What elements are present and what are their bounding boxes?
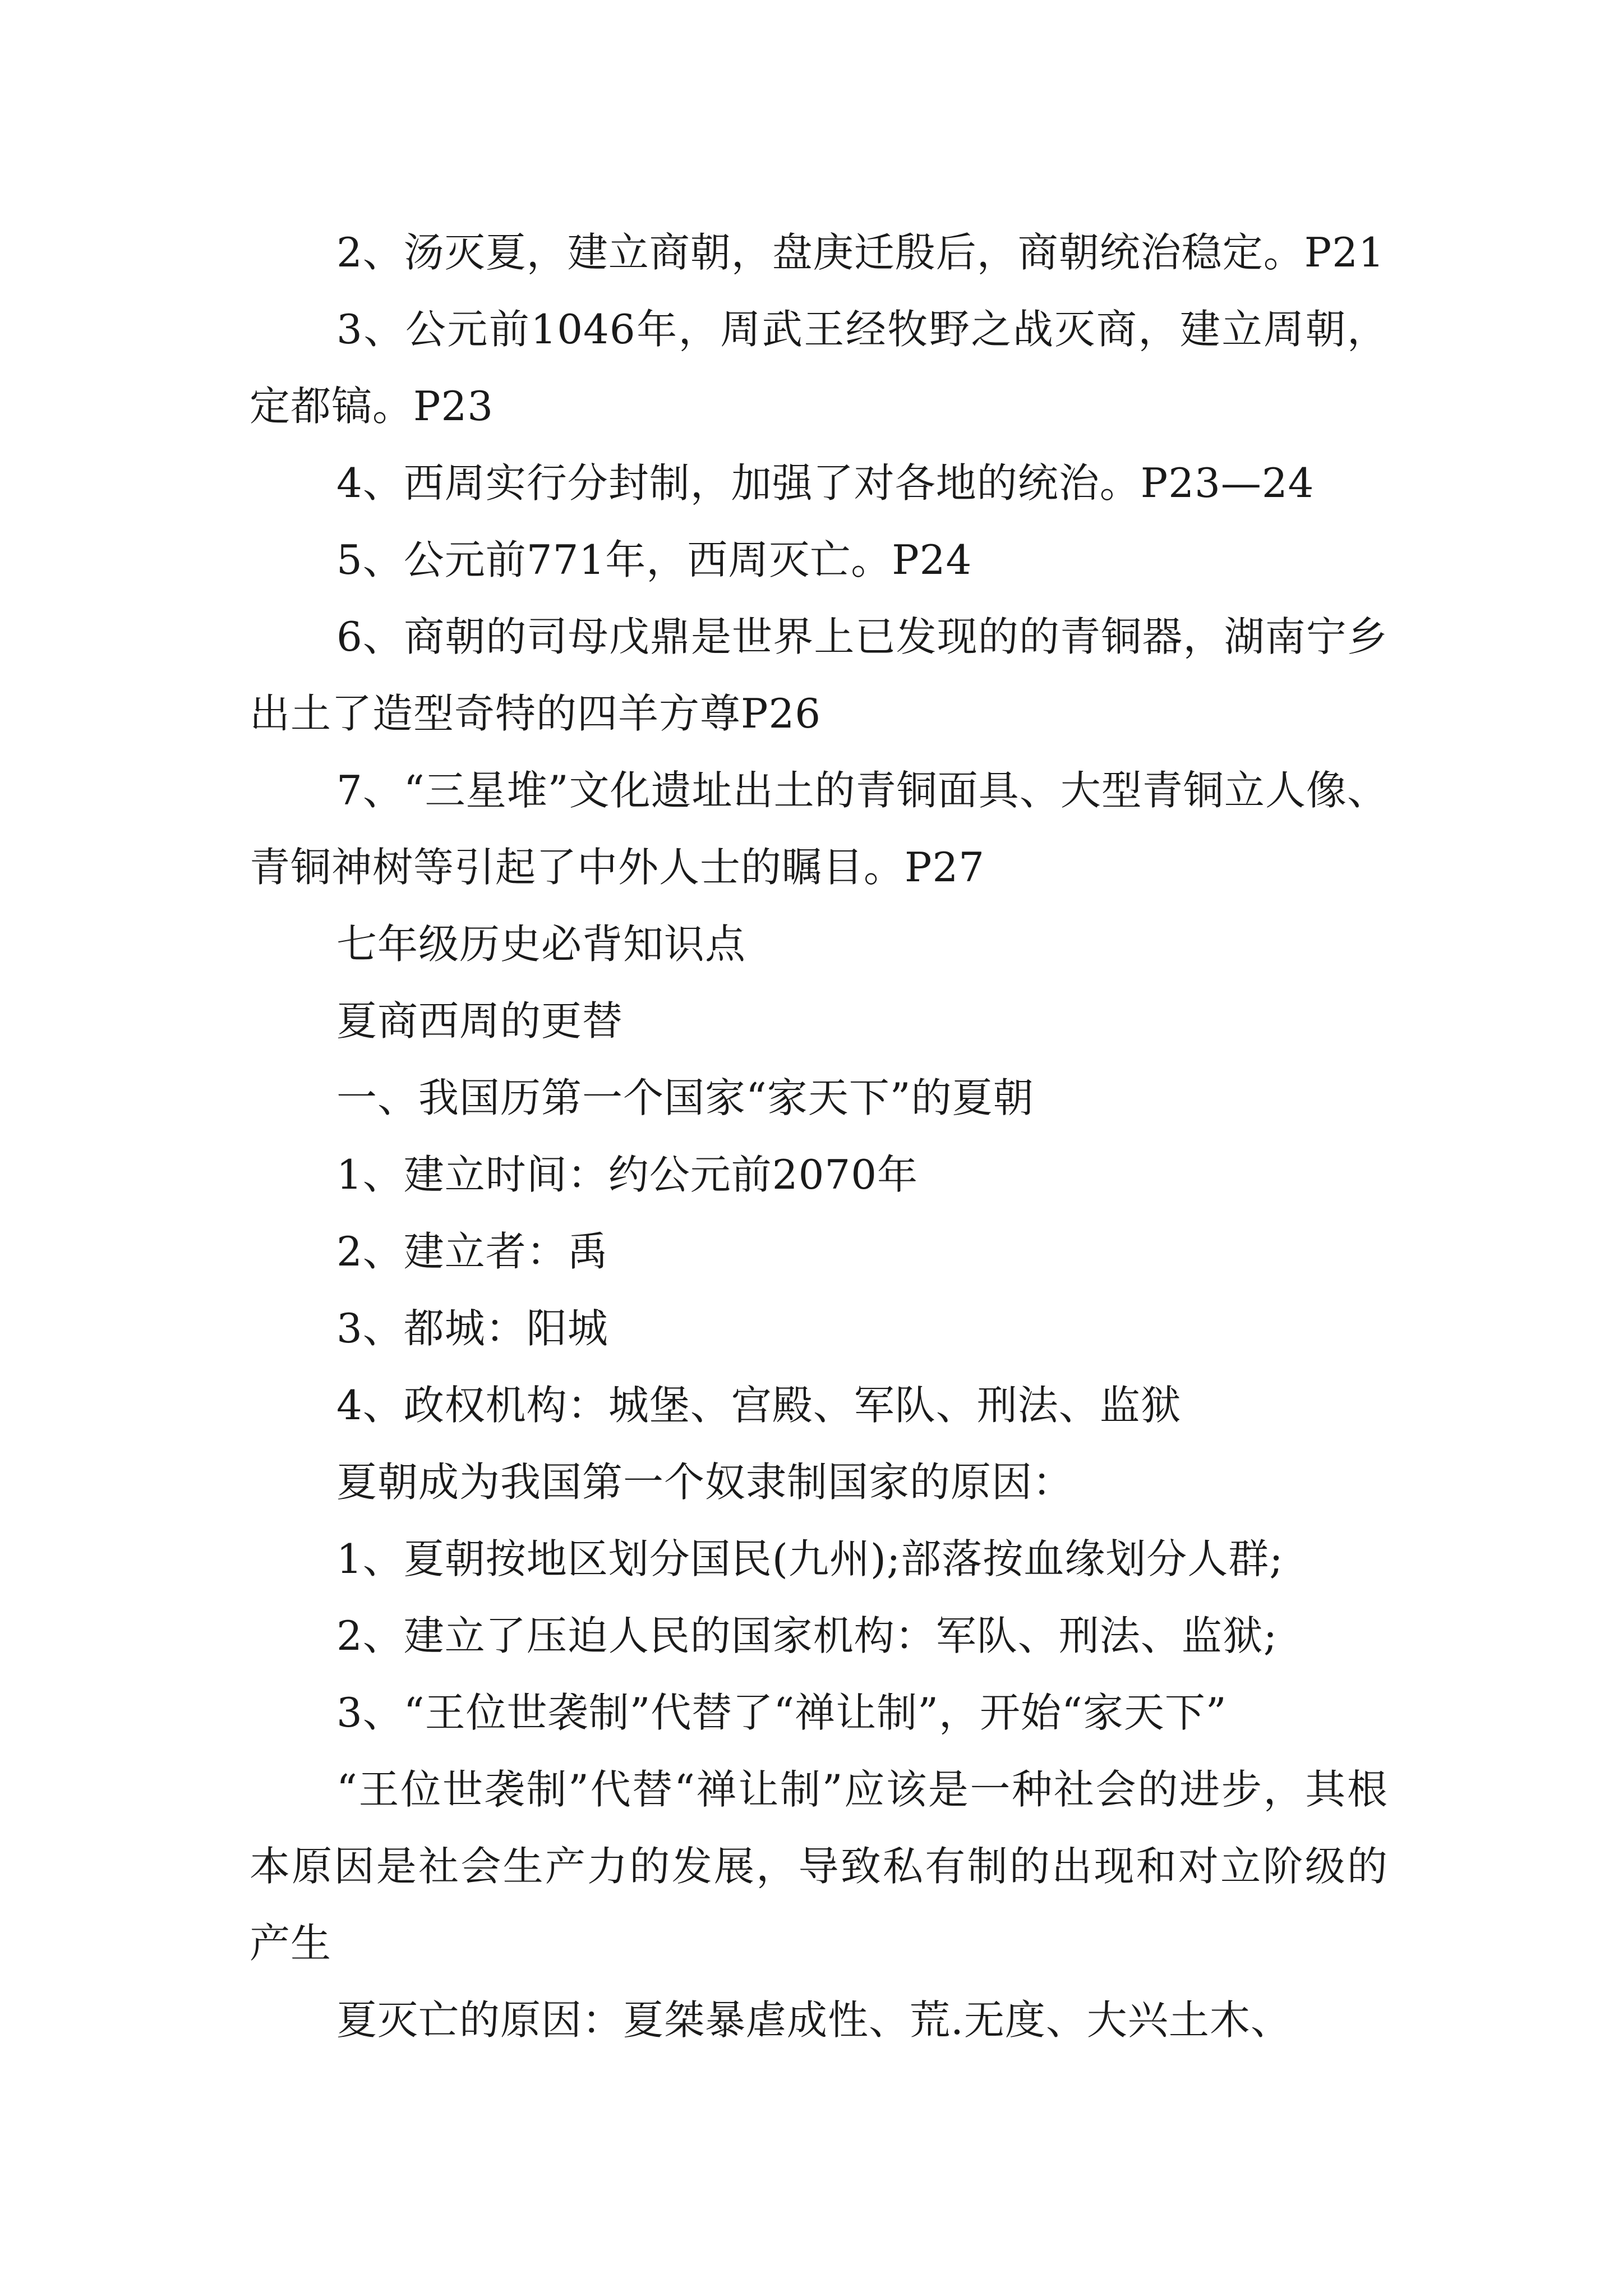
paragraph: 6、商朝的司母戊鼎是世界上已发现的的青铜器，湖南宁乡出土了造型奇特的四羊方尊P26 [250, 613, 1388, 737]
document-body [250, 214, 1388, 2059]
paragraph: 3、都城：阳城 [336, 1305, 608, 1352]
paragraph: 3、“王位世袭制”代替了“禅让制”，开始“家天下” [336, 1689, 1227, 1736]
paragraph: “王位世袭制”代替“禅让制”应该是一种社会的进步，其根本原因是社会生产力的发展，导致私有制的出现和对立阶级的产生 [250, 1766, 1388, 1967]
paragraph: 5、公元前771年，西周灭亡。P24 [336, 536, 972, 583]
paragraph: 1、夏朝按地区划分国民(九州);部落按血缘划分人群; [336, 1535, 1284, 1582]
paragraph: 4、政权机构：城堡、宫殿、军队、刑法、监狱 [336, 1382, 1182, 1429]
paragraph: 夏朝成为我国第一个奴隶制国家的原因： [336, 1458, 1074, 1506]
section-heading: 七年级历史必背知识点 [336, 921, 746, 968]
subsection-heading: 一、我国历第一个国家“家天下”的夏朝 [336, 1074, 1034, 1121]
paragraph: 2、建立者：禹 [336, 1228, 608, 1275]
paragraph: 3、公元前1046年，周武王经牧野之战灭商，建立周朝，定都镐。P23 [250, 306, 1388, 430]
paragraph: 2、汤灭夏，建立商朝，盘庚迁殷后，商朝统治稳定。P21 [336, 229, 1385, 276]
paragraph: 7、“三星堆”文化遗址出土的青铜面具、大型青铜立人像、青铜神树等引起了中外人士的瞩目。P27 [250, 767, 1388, 891]
section-heading: 夏商西周的更替 [336, 997, 624, 1045]
paragraph: 4、西周实行分封制，加强了对各地的统治。P23—24 [336, 459, 1315, 507]
paragraph: 2、建立了压迫人民的国家机构：军队、刑法、监狱; [336, 1612, 1278, 1659]
paragraph: 夏灭亡的原因：夏桀暴虐成性、荒.无度、大兴土木、 [336, 1996, 1292, 2044]
paragraph: 1、建立时间：约公元前2070年 [336, 1151, 919, 1198]
